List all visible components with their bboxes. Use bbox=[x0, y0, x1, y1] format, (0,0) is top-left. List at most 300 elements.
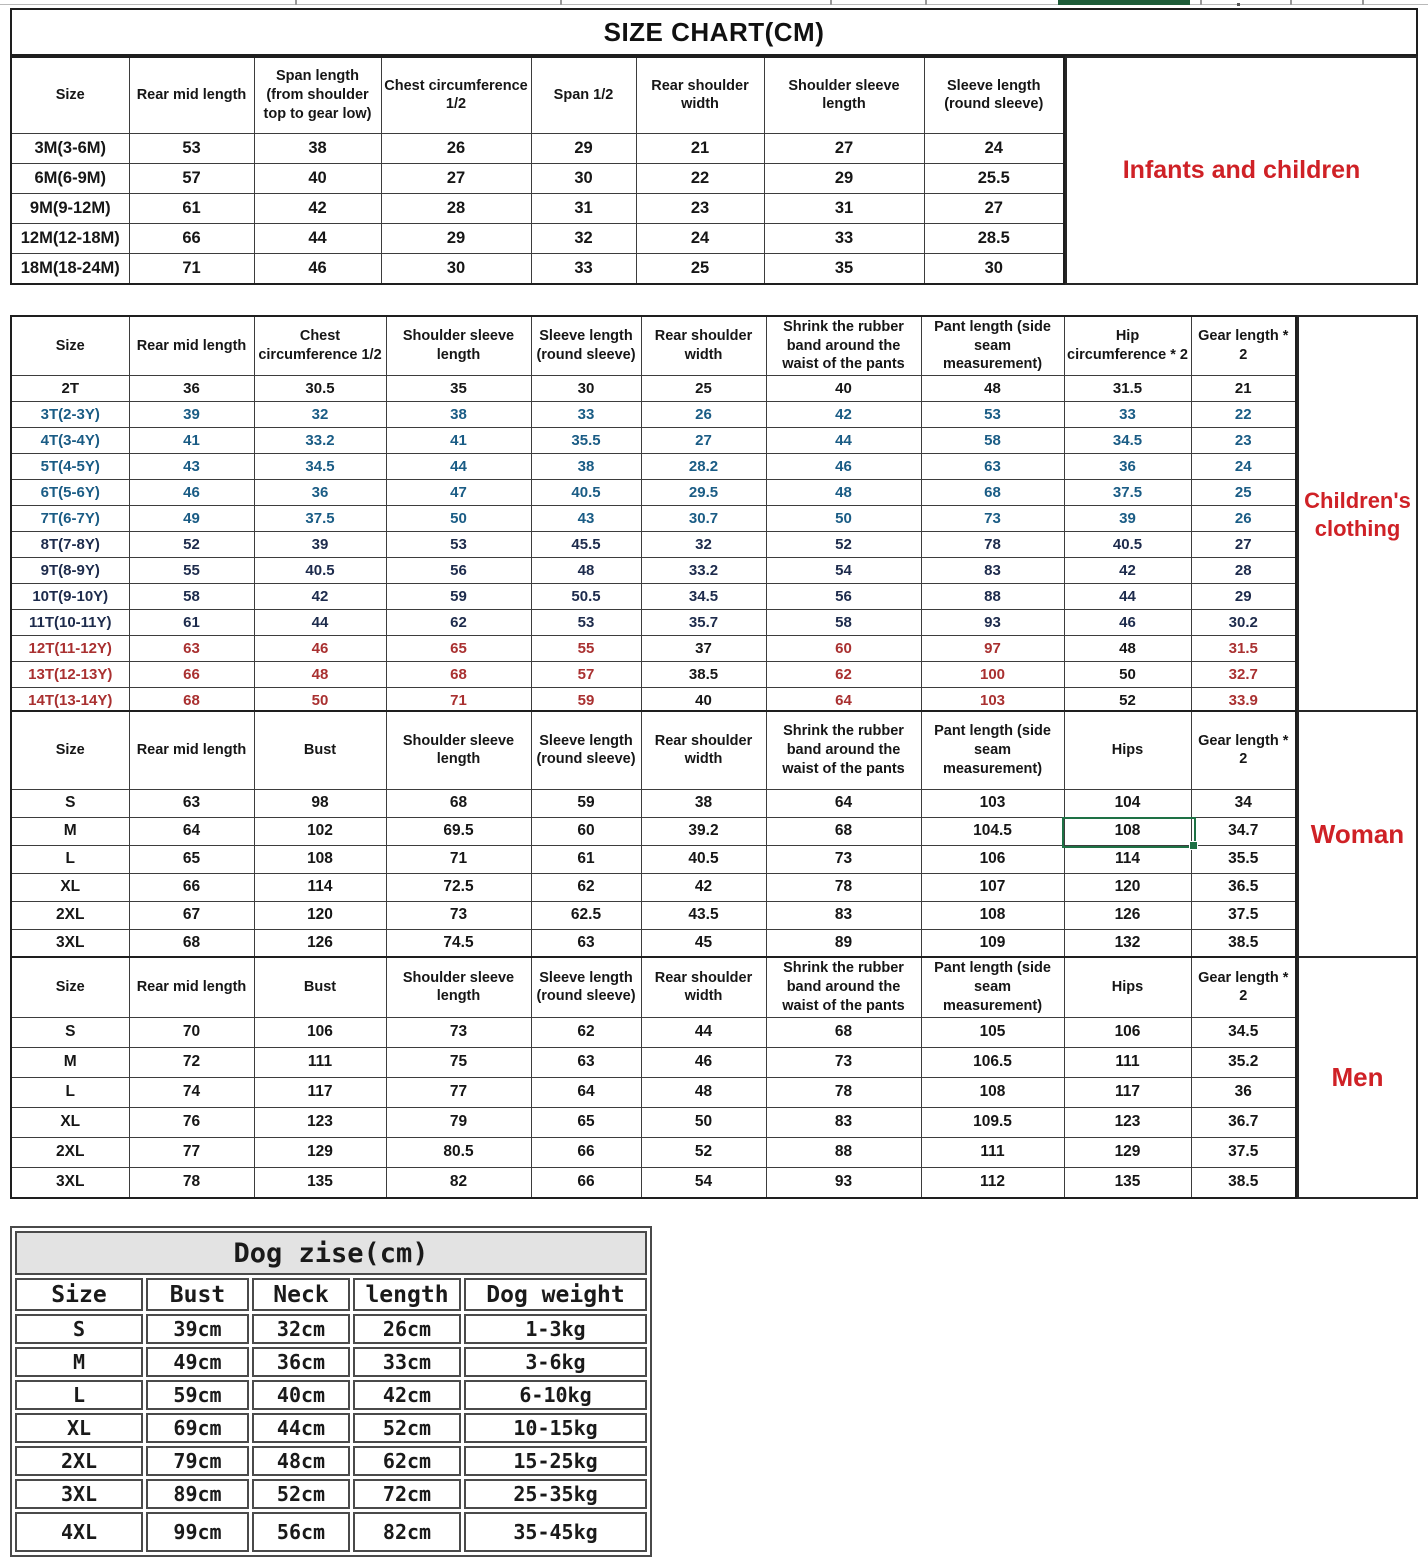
value-cell: 66 bbox=[129, 223, 254, 253]
value-cell: 33.9 bbox=[1191, 687, 1296, 714]
value-cell: 33 bbox=[531, 401, 641, 427]
value-cell: 89 bbox=[766, 929, 921, 958]
value-cell: 44 bbox=[766, 427, 921, 453]
column-header: Neck bbox=[252, 1278, 350, 1311]
column-header: Rear shoulder width bbox=[641, 316, 766, 375]
value-cell: 36cm bbox=[252, 1347, 350, 1377]
value-cell: 63 bbox=[921, 453, 1064, 479]
table-body bbox=[15, 1314, 647, 1552]
value-cell: 111 bbox=[1064, 1047, 1191, 1077]
header-row bbox=[11, 316, 1296, 375]
value-cell: 44 bbox=[1064, 583, 1191, 609]
infants-size-table bbox=[10, 56, 1065, 285]
table-row bbox=[11, 929, 1296, 958]
table-body bbox=[11, 1017, 1296, 1198]
column-header: Hips bbox=[1064, 957, 1191, 1017]
value-cell: 22 bbox=[1191, 401, 1296, 427]
value-cell: 42 bbox=[766, 401, 921, 427]
value-cell: 38.5 bbox=[1191, 1167, 1296, 1198]
value-cell: 32 bbox=[254, 401, 386, 427]
value-cell: 120 bbox=[254, 901, 386, 929]
value-cell: 27 bbox=[1191, 531, 1296, 557]
value-cell: 28 bbox=[1191, 557, 1296, 583]
value-cell: 61 bbox=[129, 609, 254, 635]
value-cell: 77 bbox=[386, 1077, 531, 1107]
value-cell: 33 bbox=[531, 253, 636, 284]
value-cell: 50.5 bbox=[531, 583, 641, 609]
table-row bbox=[11, 873, 1296, 901]
section-label-men: Men bbox=[1297, 956, 1418, 1199]
value-cell: 117 bbox=[1064, 1077, 1191, 1107]
value-cell: 75 bbox=[386, 1047, 531, 1077]
value-cell: 108 bbox=[921, 901, 1064, 929]
value-cell: 76 bbox=[129, 1107, 254, 1137]
value-cell: 50 bbox=[386, 505, 531, 531]
table-row bbox=[11, 1017, 1296, 1047]
table-row bbox=[11, 635, 1296, 661]
value-cell: 39cm bbox=[146, 1314, 249, 1344]
value-cell: 63 bbox=[531, 929, 641, 958]
value-cell: 48 bbox=[531, 557, 641, 583]
dog-table-title: Dog zise(cm) bbox=[15, 1231, 647, 1275]
value-cell: 57 bbox=[531, 661, 641, 687]
value-cell: 114 bbox=[254, 873, 386, 901]
size-cell: 3XL bbox=[11, 929, 129, 958]
value-cell: 68 bbox=[766, 1017, 921, 1047]
value-cell: 93 bbox=[766, 1167, 921, 1198]
table-row bbox=[15, 1314, 647, 1344]
value-cell: 62cm bbox=[353, 1446, 461, 1476]
table-row bbox=[11, 163, 1064, 193]
size-cell: L bbox=[15, 1380, 143, 1410]
value-cell: 83 bbox=[766, 1107, 921, 1137]
value-cell: 49 bbox=[129, 505, 254, 531]
column-header: Shrink the rubber band around the waist of the pants bbox=[766, 316, 921, 375]
table-row bbox=[15, 1413, 647, 1443]
value-cell: 44 bbox=[641, 1017, 766, 1047]
value-cell: 30 bbox=[924, 253, 1064, 284]
size-cell: 2XL bbox=[11, 901, 129, 929]
value-cell: 61 bbox=[129, 193, 254, 223]
value-cell: 53 bbox=[386, 531, 531, 557]
column-header: Chest circumference 1/2 bbox=[254, 316, 386, 375]
value-cell: 6-10kg bbox=[464, 1380, 647, 1410]
value-cell: 53 bbox=[921, 401, 1064, 427]
value-cell: 31.5 bbox=[1191, 635, 1296, 661]
value-cell: 48 bbox=[254, 661, 386, 687]
value-cell: 63 bbox=[531, 1047, 641, 1077]
value-cell: 46 bbox=[129, 479, 254, 505]
column-header: Sleeve length (round sleeve) bbox=[531, 957, 641, 1017]
value-cell: 40 bbox=[641, 687, 766, 714]
value-cell: 29.5 bbox=[641, 479, 766, 505]
column-header: length bbox=[353, 1278, 461, 1311]
size-cell: M bbox=[11, 1047, 129, 1077]
column-header: Rear mid length bbox=[129, 57, 254, 133]
value-cell: 123 bbox=[1064, 1107, 1191, 1137]
value-cell: 40.5 bbox=[641, 845, 766, 873]
size-cell: 8T(7-8Y) bbox=[11, 531, 129, 557]
value-cell: 40cm bbox=[252, 1380, 350, 1410]
value-cell: 77 bbox=[129, 1137, 254, 1167]
value-cell: 83 bbox=[921, 557, 1064, 583]
table-row bbox=[11, 901, 1296, 929]
value-cell: 37.5 bbox=[254, 505, 386, 531]
value-cell: 26 bbox=[381, 133, 531, 163]
size-cell: XL bbox=[11, 1107, 129, 1137]
column-header: Span 1/2 bbox=[531, 57, 636, 133]
value-cell: 65 bbox=[386, 635, 531, 661]
value-cell: 25 bbox=[1191, 479, 1296, 505]
size-cell: 12M(12-18M) bbox=[11, 223, 129, 253]
value-cell: 35.2 bbox=[1191, 1047, 1296, 1077]
value-cell: 28.2 bbox=[641, 453, 766, 479]
table-row bbox=[11, 401, 1296, 427]
value-cell: 33 bbox=[764, 223, 924, 253]
value-cell: 37.5 bbox=[1191, 901, 1296, 929]
value-cell: 50 bbox=[254, 687, 386, 714]
spreadsheet-grid-line bbox=[0, 4, 1428, 5]
value-cell: 42 bbox=[1064, 557, 1191, 583]
header-row bbox=[11, 57, 1064, 133]
column-header: Pant length (side seam measurement) bbox=[921, 711, 1064, 789]
table-row bbox=[15, 1347, 647, 1377]
value-cell: 78 bbox=[766, 873, 921, 901]
value-cell: 66 bbox=[531, 1137, 641, 1167]
value-cell: 74.5 bbox=[386, 929, 531, 958]
table-row bbox=[11, 661, 1296, 687]
value-cell: 104 bbox=[1064, 789, 1191, 817]
value-cell: 46 bbox=[1064, 609, 1191, 635]
value-cell: 132 bbox=[1064, 929, 1191, 958]
value-cell: 52 bbox=[641, 1137, 766, 1167]
value-cell: 30.7 bbox=[641, 505, 766, 531]
value-cell: 36 bbox=[254, 479, 386, 505]
value-cell: 48 bbox=[921, 375, 1064, 401]
value-cell: 62 bbox=[766, 661, 921, 687]
value-cell: 78 bbox=[129, 1167, 254, 1198]
table-row bbox=[11, 1047, 1296, 1077]
size-cell: M bbox=[15, 1347, 143, 1377]
column-header: Rear shoulder width bbox=[636, 57, 764, 133]
value-cell: 106 bbox=[254, 1017, 386, 1047]
value-cell: 109.5 bbox=[921, 1107, 1064, 1137]
value-cell: 34.5 bbox=[254, 453, 386, 479]
value-cell: 73 bbox=[766, 1047, 921, 1077]
value-cell: 37.5 bbox=[1191, 1137, 1296, 1167]
value-cell: 63 bbox=[129, 789, 254, 817]
value-cell: 56 bbox=[766, 583, 921, 609]
value-cell: 36 bbox=[1064, 453, 1191, 479]
value-cell: 36.5 bbox=[1191, 873, 1296, 901]
size-cell: 6T(5-6Y) bbox=[11, 479, 129, 505]
value-cell: 59 bbox=[386, 583, 531, 609]
size-cell: 3M(3-6M) bbox=[11, 133, 129, 163]
column-tick bbox=[560, 0, 562, 5]
value-cell: 29 bbox=[764, 163, 924, 193]
woman-size-table bbox=[10, 710, 1297, 959]
value-cell: 135 bbox=[254, 1167, 386, 1198]
column-header: Sleeve length (round sleeve) bbox=[531, 711, 641, 789]
section-men bbox=[10, 956, 1418, 1199]
value-cell: 42 bbox=[254, 193, 381, 223]
column-tick bbox=[925, 0, 927, 5]
value-cell: 49cm bbox=[146, 1347, 249, 1377]
section-label-children: Children's clothing bbox=[1297, 315, 1418, 715]
value-cell: 82 bbox=[386, 1167, 531, 1198]
column-header: Rear mid length bbox=[129, 316, 254, 375]
column-header: Sleeve length (round sleeve) bbox=[924, 57, 1064, 133]
size-cell: 3XL bbox=[11, 1167, 129, 1198]
value-cell: 3-6kg bbox=[464, 1347, 647, 1377]
value-cell: 103 bbox=[921, 789, 1064, 817]
column-header: Shrink the rubber band around the waist of the pants bbox=[766, 711, 921, 789]
value-cell: 58 bbox=[766, 609, 921, 635]
value-cell: 78 bbox=[921, 531, 1064, 557]
value-cell: 71 bbox=[386, 845, 531, 873]
value-cell: 111 bbox=[254, 1047, 386, 1077]
column-header: Dog weight bbox=[464, 1278, 647, 1311]
column-header: Bust bbox=[254, 957, 386, 1017]
value-cell: 26 bbox=[641, 401, 766, 427]
size-cell: 9M(9-12M) bbox=[11, 193, 129, 223]
value-cell: 27 bbox=[764, 133, 924, 163]
value-cell: 35.7 bbox=[641, 609, 766, 635]
value-cell: 102 bbox=[254, 817, 386, 845]
column-header: Rear shoulder width bbox=[641, 711, 766, 789]
size-cell: 18M(18-24M) bbox=[11, 253, 129, 284]
value-cell: 35 bbox=[764, 253, 924, 284]
size-cell: 9T(8-9Y) bbox=[11, 557, 129, 583]
size-cell: 4XL bbox=[15, 1512, 143, 1552]
value-cell: 108 bbox=[254, 845, 386, 873]
table-row bbox=[11, 193, 1064, 223]
column-header: Shoulder sleeve length bbox=[386, 957, 531, 1017]
dog-title-row bbox=[15, 1231, 647, 1275]
value-cell: 35 bbox=[386, 375, 531, 401]
value-cell: 43 bbox=[129, 453, 254, 479]
value-cell: 62 bbox=[531, 1017, 641, 1047]
value-cell: 114 bbox=[1064, 845, 1191, 873]
value-cell: 67 bbox=[129, 901, 254, 929]
value-cell: 34.7 bbox=[1191, 817, 1296, 845]
column-header: Hip circumference * 2 bbox=[1064, 316, 1191, 375]
value-cell: 105 bbox=[921, 1017, 1064, 1047]
value-cell: 46 bbox=[254, 253, 381, 284]
value-cell: 64 bbox=[129, 817, 254, 845]
value-cell: 68 bbox=[129, 687, 254, 714]
value-cell: 104.5 bbox=[921, 817, 1064, 845]
size-cell: S bbox=[15, 1314, 143, 1344]
value-cell: 66 bbox=[531, 1167, 641, 1198]
column-tick bbox=[295, 0, 297, 5]
value-cell: 52 bbox=[766, 531, 921, 557]
value-cell: 47 bbox=[386, 479, 531, 505]
value-cell: 52cm bbox=[252, 1479, 350, 1509]
value-cell: 32cm bbox=[252, 1314, 350, 1344]
column-header: Size bbox=[11, 57, 129, 133]
value-cell: 52cm bbox=[353, 1413, 461, 1443]
value-cell: 10-15kg bbox=[464, 1413, 647, 1443]
table-row bbox=[11, 1107, 1296, 1137]
section-label-infants: Infants and children bbox=[1065, 56, 1418, 285]
value-cell: 35-45kg bbox=[464, 1512, 647, 1552]
size-cell: 4T(3-4Y) bbox=[11, 427, 129, 453]
table-row bbox=[11, 845, 1296, 873]
table-row bbox=[15, 1446, 647, 1476]
size-cell: 5T(4-5Y) bbox=[11, 453, 129, 479]
value-cell: 65 bbox=[531, 1107, 641, 1137]
value-cell: 108 bbox=[921, 1077, 1064, 1107]
value-cell: 60 bbox=[766, 635, 921, 661]
value-cell: 39 bbox=[129, 401, 254, 427]
column-tick bbox=[830, 0, 832, 5]
selected-column-highlight bbox=[1058, 0, 1190, 5]
value-cell: 54 bbox=[766, 557, 921, 583]
value-cell: 103 bbox=[921, 687, 1064, 714]
value-cell: 31 bbox=[764, 193, 924, 223]
table-row bbox=[11, 583, 1296, 609]
value-cell: 108 bbox=[1064, 817, 1191, 845]
table-row bbox=[11, 253, 1064, 284]
value-cell: 129 bbox=[254, 1137, 386, 1167]
size-cell: 11T(10-11Y) bbox=[11, 609, 129, 635]
dog-size-table bbox=[10, 1226, 652, 1557]
value-cell: 73 bbox=[921, 505, 1064, 531]
page-title: SIZE CHART(CM) bbox=[10, 8, 1418, 56]
value-cell: 50 bbox=[766, 505, 921, 531]
value-cell: 60 bbox=[531, 817, 641, 845]
value-cell: 73 bbox=[766, 845, 921, 873]
value-cell: 23 bbox=[1191, 427, 1296, 453]
value-cell: 62.5 bbox=[531, 901, 641, 929]
value-cell: 40 bbox=[254, 163, 381, 193]
value-cell: 38.5 bbox=[641, 661, 766, 687]
size-cell: 2XL bbox=[15, 1446, 143, 1476]
value-cell: 68 bbox=[386, 661, 531, 687]
value-cell: 21 bbox=[636, 133, 764, 163]
value-cell: 29 bbox=[381, 223, 531, 253]
value-cell: 99cm bbox=[146, 1512, 249, 1552]
value-cell: 37.5 bbox=[1064, 479, 1191, 505]
value-cell: 98 bbox=[254, 789, 386, 817]
table-row bbox=[11, 223, 1064, 253]
header-row bbox=[15, 1278, 647, 1311]
table-row bbox=[11, 133, 1064, 163]
value-cell: 27 bbox=[641, 427, 766, 453]
section-infants bbox=[10, 8, 1418, 285]
value-cell: 106 bbox=[1064, 1017, 1191, 1047]
table-row bbox=[11, 375, 1296, 401]
value-cell: 15-25kg bbox=[464, 1446, 647, 1476]
column-tick bbox=[1200, 0, 1202, 5]
column-header: Gear length * 2 bbox=[1191, 711, 1296, 789]
value-cell: 26cm bbox=[353, 1314, 461, 1344]
value-cell: 30.5 bbox=[254, 375, 386, 401]
column-header: Span length (from shoulder top to gear low) bbox=[254, 57, 381, 133]
table-row bbox=[11, 1167, 1296, 1198]
value-cell: 24 bbox=[924, 133, 1064, 163]
size-cell: 2T bbox=[11, 375, 129, 401]
column-header: Gear length * 2 bbox=[1191, 316, 1296, 375]
value-cell: 56cm bbox=[252, 1512, 350, 1552]
section-children bbox=[10, 315, 1418, 715]
value-cell: 30 bbox=[531, 375, 641, 401]
value-cell: 23 bbox=[636, 193, 764, 223]
value-cell: 59 bbox=[531, 789, 641, 817]
value-cell: 33 bbox=[1064, 401, 1191, 427]
value-cell: 27 bbox=[924, 193, 1064, 223]
value-cell: 45 bbox=[641, 929, 766, 958]
column-header: Gear length * 2 bbox=[1191, 957, 1296, 1017]
value-cell: 52 bbox=[129, 531, 254, 557]
value-cell: 44 bbox=[254, 609, 386, 635]
value-cell: 72.5 bbox=[386, 873, 531, 901]
value-cell: 97 bbox=[921, 635, 1064, 661]
table-row bbox=[11, 505, 1296, 531]
value-cell: 32 bbox=[641, 531, 766, 557]
value-cell: 34 bbox=[1191, 789, 1296, 817]
value-cell: 40.5 bbox=[254, 557, 386, 583]
table-row bbox=[15, 1479, 647, 1509]
value-cell: 38 bbox=[641, 789, 766, 817]
table-row bbox=[11, 1077, 1296, 1107]
table-body bbox=[11, 133, 1064, 284]
value-cell: 46 bbox=[641, 1047, 766, 1077]
value-cell: 28.5 bbox=[924, 223, 1064, 253]
column-header: Size bbox=[15, 1278, 143, 1311]
size-cell: 7T(6-7Y) bbox=[11, 505, 129, 531]
value-cell: 31.5 bbox=[1064, 375, 1191, 401]
value-cell: 48 bbox=[1064, 635, 1191, 661]
value-cell: 109 bbox=[921, 929, 1064, 958]
value-cell: 41 bbox=[386, 427, 531, 453]
value-cell: 100 bbox=[921, 661, 1064, 687]
size-cell: 13T(12-13Y) bbox=[11, 661, 129, 687]
value-cell: 83 bbox=[766, 901, 921, 929]
table-row bbox=[11, 609, 1296, 635]
value-cell: 43.5 bbox=[641, 901, 766, 929]
value-cell: 59cm bbox=[146, 1380, 249, 1410]
value-cell: 63 bbox=[129, 635, 254, 661]
value-cell: 64 bbox=[766, 789, 921, 817]
value-cell: 42 bbox=[254, 583, 386, 609]
section-label-woman: Woman bbox=[1297, 710, 1418, 959]
value-cell: 33cm bbox=[353, 1347, 461, 1377]
value-cell: 80.5 bbox=[386, 1137, 531, 1167]
value-cell: 107 bbox=[921, 873, 1064, 901]
value-cell: 53 bbox=[129, 133, 254, 163]
value-cell: 73 bbox=[386, 901, 531, 929]
value-cell: 79 bbox=[386, 1107, 531, 1137]
value-cell: 78 bbox=[766, 1077, 921, 1107]
table-row bbox=[11, 427, 1296, 453]
value-cell: 106 bbox=[921, 845, 1064, 873]
value-cell: 88 bbox=[766, 1137, 921, 1167]
value-cell: 27 bbox=[381, 163, 531, 193]
value-cell: 88 bbox=[921, 583, 1064, 609]
value-cell: 34.5 bbox=[1064, 427, 1191, 453]
value-cell: 36.7 bbox=[1191, 1107, 1296, 1137]
value-cell: 71 bbox=[129, 253, 254, 284]
value-cell: 123 bbox=[254, 1107, 386, 1137]
value-cell: 30 bbox=[531, 163, 636, 193]
value-cell: 48cm bbox=[252, 1446, 350, 1476]
value-cell: 38 bbox=[254, 133, 381, 163]
value-cell: 64 bbox=[766, 687, 921, 714]
value-cell: 72 bbox=[129, 1047, 254, 1077]
table-row bbox=[11, 789, 1296, 817]
